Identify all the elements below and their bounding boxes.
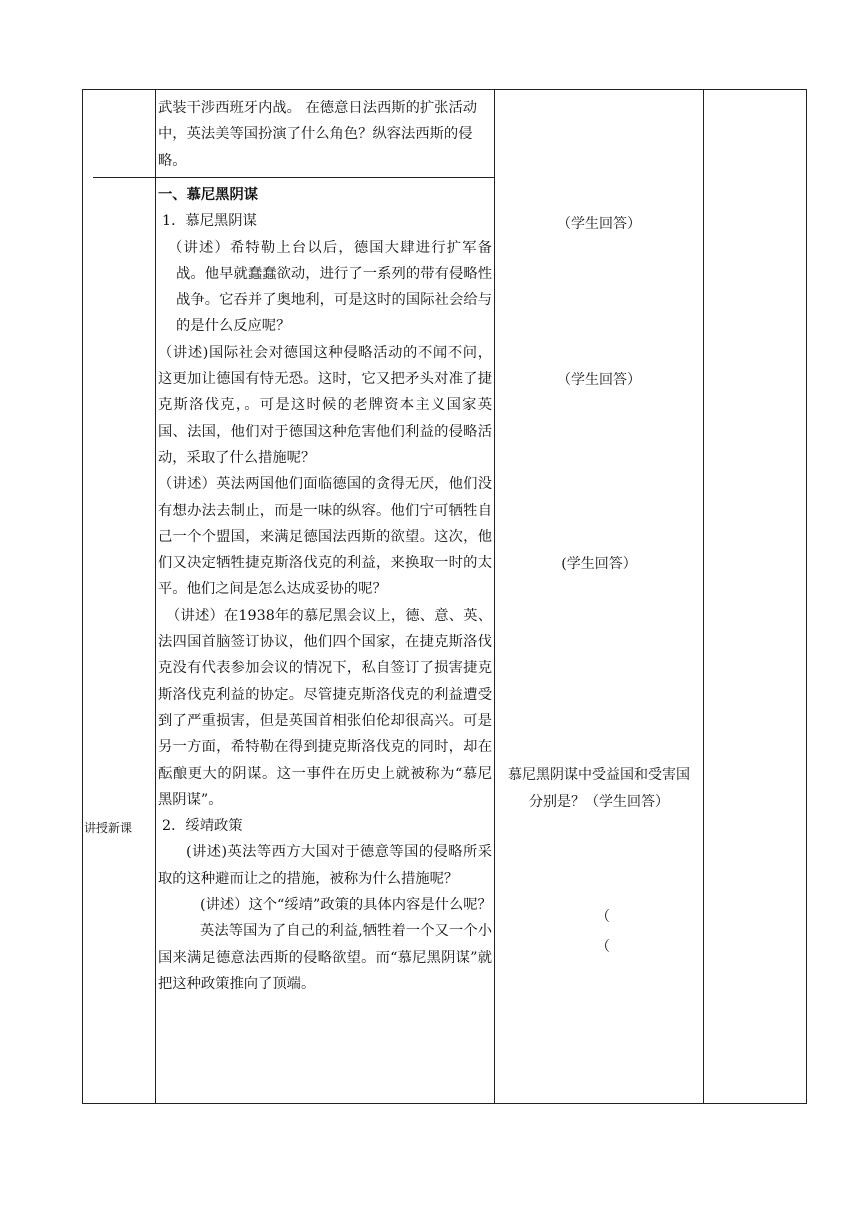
table-border-right [806, 89, 807, 1103]
student-answer-note: (学生回答） [561, 556, 637, 572]
paragraph: 英法等国为了自己的利益,牺牲着一个又一个小国来满足德意法西斯的侵略欲望。而“慕尼黑阴谋”就把这种政策推向了顶端。 [158, 923, 492, 992]
table-divider-1 [155, 89, 156, 1103]
row1-line: 中，英法美等国扮演了什么角色？纵容法西斯的侵 [158, 126, 473, 143]
row1-content [158, 95, 492, 174]
question-note: 慕尼黑阴谋中受益国和受害国 [508, 767, 690, 783]
section-label: 讲授新课 [84, 821, 133, 835]
paragraph: (讲述）这个“绥靖”政策的具体内容是什么呢？ [200, 897, 492, 914]
table-border-left [82, 89, 83, 1103]
paragraph: （讲述）在1938年的慕尼黑会议上，德、意、英、法四国首脑签订协议，他们四个国家，在捷克斯洛伐克没有代表参加会议的情况下，私自签订了损害捷克斯洛伐克利益的协定。尽管捷克斯洛伐克的利益遭受到了严重损害，但是英国首相张伯伦却很高兴。可是另一方面，希特勒在得到捷克斯洛伐克的同时，却在酝酿更大的阴谋。这一事件在历史上就被称为“慕尼黑阴谋”。 [158, 607, 492, 808]
row1-line: 略。 [158, 152, 187, 169]
paragraph: （讲述)国际社会对德国这种侵略活动的不闻不问，这更加让德国有恃无恐。这时，它又把矛头对准了捷克斯洛伐克，。可是这时候的老牌资本主义国家英国、法国，他们对于德国这种危害他们利益的侵略活动，采取了什么措施呢？ [158, 344, 492, 466]
student-answer-note: （学生回答） [557, 216, 641, 232]
subheading-2: 2．绥靖政策 [162, 818, 243, 835]
section-title: 一、慕尼黑阴谋 [158, 187, 259, 203]
row1-line: 武装干涉西班牙内战。 在德意日法西斯的扩张活动 [158, 100, 478, 116]
bracket-note: （ [596, 939, 610, 955]
student-answer-note: （学生回答） [557, 372, 641, 388]
subheading-1: 1．慕尼黑阴谋 [162, 213, 257, 230]
paragraph: (讲述)英法等西方大国对于德意等国的侵略所采取的这种避而让之的措施，被称为什么措施呢？ [158, 844, 492, 887]
table-divider-2 [494, 89, 495, 1103]
paragraph: （讲述）希特勒上台以后，德国大肆进行扩军备战。他早就蠢蠢欲动，进行了一系列的带有侵略性战争。它吞并了奥地利，可是这时的国际社会给与的是什么反应呢？ [168, 239, 492, 335]
table-border-top [82, 89, 807, 90]
lesson-content [158, 182, 492, 997]
bracket-note: （ [596, 909, 610, 925]
table-border-bottom [82, 1103, 807, 1104]
paragraph: （讲述）英法两国他们面临德国的贪得无厌，他们没有想办法去制止，而是一味的纵容。他们宁可牺牲自己一个个盟国，来满足德国法西斯的欲望。这次，他们又决定牺牲捷克斯洛伐克的利益，来换取一时的太平。他们之间是怎么达成妥协的呢？ [158, 476, 492, 598]
row-divider [93, 177, 494, 178]
question-note: 分别是？（学生回答） [529, 794, 669, 810]
table-divider-3 [703, 89, 704, 1103]
